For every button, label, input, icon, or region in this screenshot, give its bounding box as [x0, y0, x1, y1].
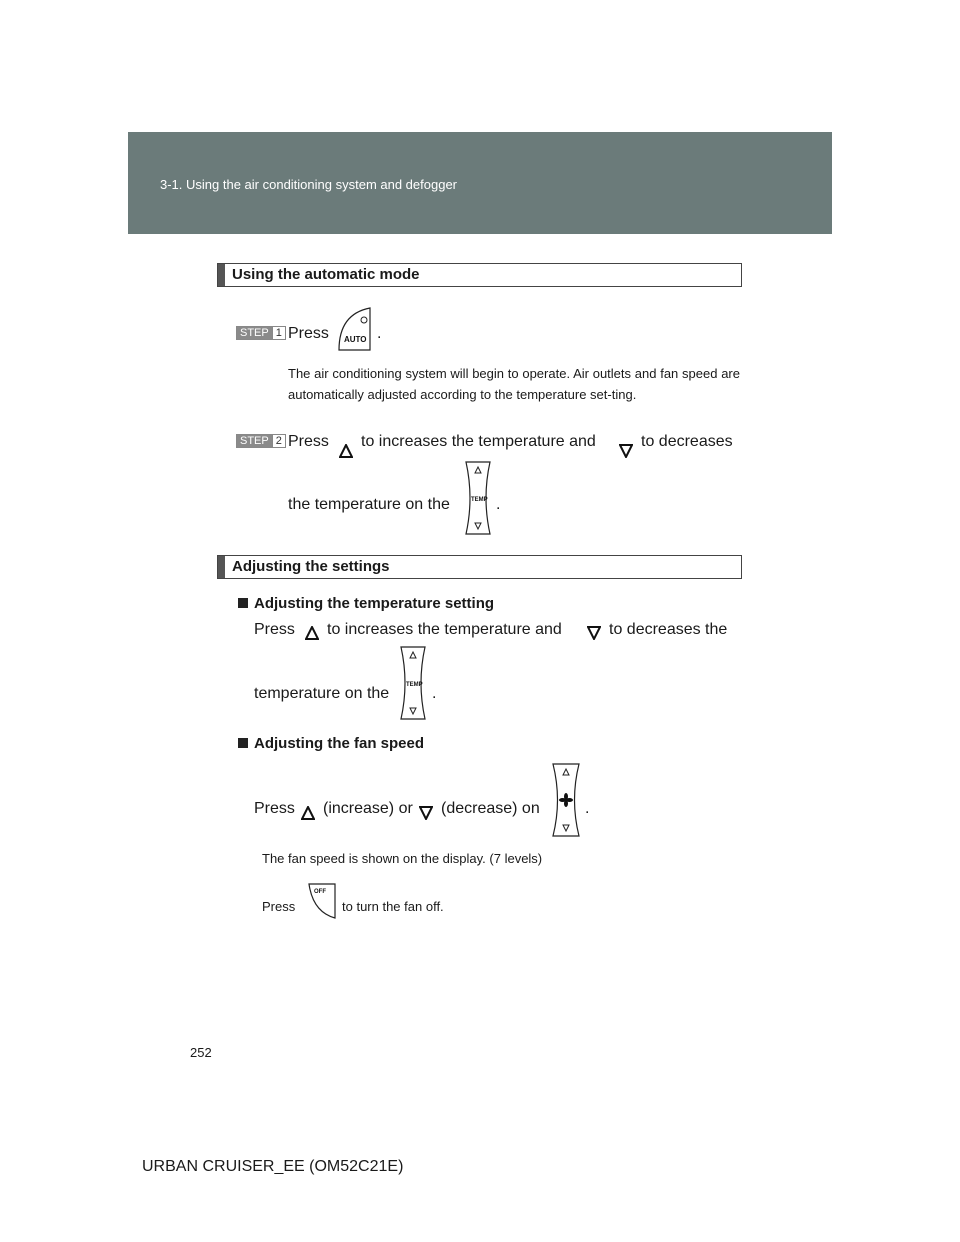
step-2-badge: STEP 2 [236, 434, 286, 448]
temperature-increase-text: to increases the temperature and [327, 621, 562, 638]
manual-model-code: URBAN CRUISER_EE (OM52C21E) [142, 1158, 404, 1175]
step-2-decrease-text: to decreases [641, 433, 733, 450]
step-2-press: Press [288, 433, 329, 450]
fan-note-off-rest: to turn the fan off. [342, 899, 444, 914]
temperature-line2: temperature on the [254, 685, 390, 702]
chapter-section-title: 3-1. Using the air conditioning system and defogger [160, 177, 458, 192]
fan-increase-text: (increase) or [323, 800, 413, 817]
step-2-period: . [496, 496, 501, 513]
bullet-square-icon [238, 738, 248, 748]
fan-decrease-text: (decrease) on [441, 800, 540, 817]
temperature-decrease-text: to decreases the [609, 621, 728, 638]
temp-dial-icon [462, 460, 494, 536]
bullet-square-icon [238, 598, 248, 608]
temperature-press: Press [254, 621, 295, 638]
settings-title: Adjusting the settings [232, 558, 390, 575]
fan-period: . [585, 800, 590, 817]
fan-press: Press [254, 800, 295, 817]
temperature-heading: Adjusting the temperature setting [254, 595, 495, 612]
step-1-press: Press [288, 325, 329, 342]
triangle-up-icon [305, 626, 319, 640]
section-accent [218, 556, 225, 578]
triangle-down-icon [619, 444, 633, 458]
auto-button-icon [336, 306, 374, 354]
step-2-increase-text: to increases the temperature and [361, 433, 596, 450]
svg-text:AUTO: AUTO [344, 335, 367, 344]
temp-dial-icon [397, 645, 429, 721]
triangle-down-icon [419, 806, 433, 820]
triangle-up-icon [301, 806, 315, 820]
svg-text:TEMP: TEMP [471, 497, 488, 503]
step-2-line2: the temperature on the [288, 496, 450, 513]
step-1-badge: STEP 1 [236, 326, 286, 340]
triangle-up-icon [339, 444, 353, 458]
triangle-down-icon [587, 626, 601, 640]
settings-section-heading [217, 555, 742, 579]
fan-speed-dial-icon [549, 762, 583, 838]
svg-text:OFF: OFF [314, 889, 326, 895]
auto-mode-section-heading [217, 263, 742, 287]
fan-note-levels: The fan speed is shown on the display. (7 levels) [262, 851, 543, 866]
svg-text:TEMP: TEMP [406, 682, 423, 688]
step-1-note: The air conditioning system will begin to operate. Air outlets and fan speed are automatically adjusted according to the temperature set-ting. [288, 366, 740, 402]
section-accent [218, 264, 225, 286]
step-1-period: . [377, 325, 382, 342]
page-number: 252 [190, 1045, 212, 1060]
temperature-period: . [432, 685, 437, 702]
fan-note-off-press: Press [262, 899, 296, 914]
auto-mode-title: Using the automatic mode [232, 266, 420, 283]
fan-speed-heading: Adjusting the fan speed [254, 735, 425, 752]
fan-off-button-icon [307, 882, 337, 920]
